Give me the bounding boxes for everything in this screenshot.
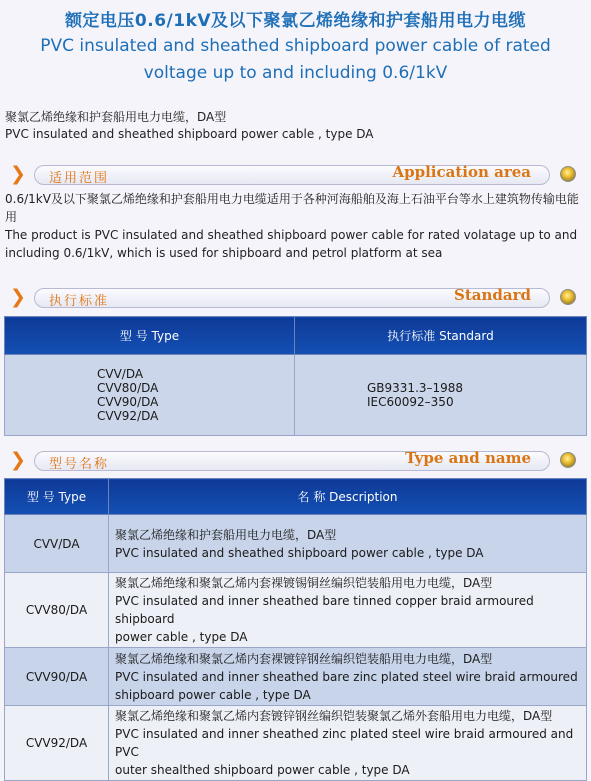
page-title-cn: 额定电压0.6/1kV及以下聚氯乙烯绝缘和护套船用电力电缆 bbox=[64, 11, 527, 31]
description-en: PVC insulated and sheathed shipboard power cable , type DA bbox=[115, 545, 484, 560]
description-en: PVC insulated and inner sheathed bare zinc plated steel wire braid armoured bbox=[115, 669, 578, 684]
intro-en: PVC insulated and sheathed shipboard power cable , type DA bbox=[5, 127, 374, 141]
type-item: CVV80/DA bbox=[97, 381, 159, 395]
standard-list-cell bbox=[295, 355, 587, 436]
description-en-cont: shipboard power cable , type DA bbox=[115, 687, 311, 702]
intro-cn: 聚氯乙烯绝缘和护套船用电力电缆，DA型 bbox=[5, 110, 227, 124]
section-bar bbox=[34, 165, 550, 185]
bullet-dot-icon bbox=[560, 452, 576, 468]
description-cn: 聚氯乙烯绝缘和聚氯乙烯内套裸镀锡铜丝编织铠装船用电力电缆，DA型 bbox=[115, 576, 493, 590]
application-text-cn: 0.6/1kV及以下聚氯乙烯绝缘和护套船用电力电缆适用于各种河海船舶及海上石油平台等水上建筑物传输电能用 bbox=[5, 192, 579, 224]
chevron-right-icon: ❯ bbox=[10, 286, 26, 308]
standard-table-header bbox=[5, 317, 587, 355]
description-cell bbox=[109, 515, 587, 573]
section-label-cn: 执行标准 bbox=[49, 294, 110, 309]
section-bar bbox=[34, 288, 550, 308]
section-label-cn: 型号名称 bbox=[49, 457, 110, 472]
description-en-cont: power cable , type DA bbox=[115, 630, 248, 644]
column-header-description: 名 称 Description bbox=[109, 479, 587, 515]
type-item: CVV90/DA bbox=[97, 395, 159, 409]
standard-item: GB9331.3–1988 bbox=[367, 381, 464, 395]
table-row bbox=[5, 355, 587, 436]
table-row bbox=[5, 515, 587, 573]
description-cn: 聚氯乙烯绝缘和聚氯乙烯内套裸镀锌钢丝编织铠装船用电力电缆，DA型 bbox=[115, 651, 493, 666]
section-label-cn: 适用范围 bbox=[49, 171, 110, 186]
section-header-type-name bbox=[4, 448, 584, 472]
type-cell: CVV/DA bbox=[5, 515, 109, 573]
description-cn: 聚氯乙烯绝缘和护套船用电力电缆，DA型 bbox=[115, 527, 337, 542]
description-cell bbox=[109, 573, 587, 648]
table-row bbox=[5, 648, 587, 706]
type-cell: CVV80/DA bbox=[5, 573, 109, 648]
description-en: PVC insulated and inner sheathed bare tinned copper braid armoured shipboard bbox=[115, 594, 534, 626]
bullet-dot-icon bbox=[560, 166, 576, 182]
page-title-en-line2: voltage up to and including 0.6/1kV bbox=[143, 63, 448, 83]
type-item: CVV92/DA bbox=[97, 409, 159, 423]
type-name-table-header bbox=[5, 479, 587, 515]
standard-item: IEC60092–350 bbox=[367, 395, 454, 409]
description-en-cont: outer shealthed shipboard power cable , type DA bbox=[115, 763, 410, 777]
column-header-standard: 执行标准 Standard bbox=[295, 317, 587, 355]
standard-table bbox=[4, 316, 587, 436]
table-row bbox=[5, 706, 587, 781]
column-header-type: 型 号 Type bbox=[5, 317, 295, 355]
type-item: CVV/DA bbox=[97, 367, 144, 381]
section-label-en: Standard bbox=[454, 286, 531, 304]
column-header-type: 型 号 Type bbox=[5, 479, 109, 515]
section-header-application bbox=[4, 162, 584, 186]
type-cell: CVV92/DA bbox=[5, 706, 109, 781]
chevron-right-icon: ❯ bbox=[10, 163, 26, 185]
type-name-table bbox=[4, 478, 587, 781]
bullet-dot-icon bbox=[560, 289, 576, 305]
type-list-cell bbox=[5, 355, 295, 436]
section-label-en: Type and name bbox=[405, 449, 531, 467]
description-cell bbox=[109, 706, 587, 781]
chevron-right-icon: ❯ bbox=[10, 449, 26, 471]
table-row bbox=[5, 573, 587, 648]
application-text-en: The product is PVC insulated and sheathed shipboard power cable for rated volatage up to and including 0.6/1kV, which is used for shipboard and petrol platform at sea bbox=[5, 228, 578, 260]
description-cell bbox=[109, 648, 587, 706]
section-header-standard bbox=[4, 285, 584, 309]
section-label-en: Application area bbox=[392, 163, 531, 181]
page-title-en-line1: PVC insulated and sheathed shipboard power cable of rated bbox=[40, 36, 551, 56]
description-cn: 聚氯乙烯绝缘和聚氯乙烯内套镀锌钢丝编织铠装聚氯乙烯外套船用电力电缆，DA型 bbox=[115, 709, 553, 723]
type-cell: CVV90/DA bbox=[5, 648, 109, 706]
section-bar bbox=[34, 451, 550, 471]
description-en: PVC insulated and inner sheathed zinc plated steel wire braid armoured and PVC bbox=[115, 727, 574, 759]
